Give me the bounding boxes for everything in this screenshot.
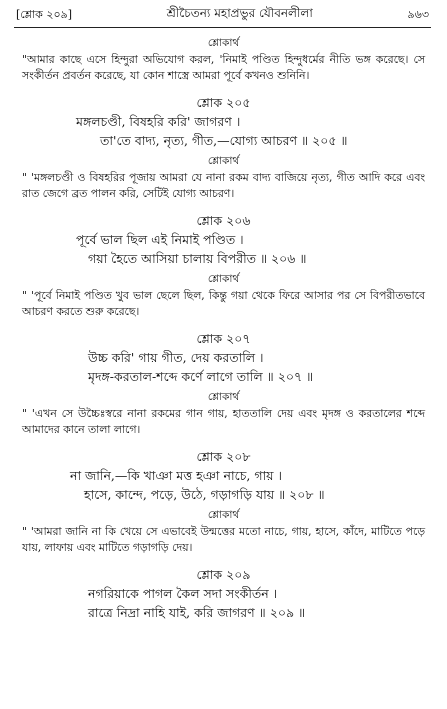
translation-label: শ্লোকার্থ [207,509,240,521]
translation-label: শ্লোকার্থ [207,391,240,403]
verse-line: না জানি,—কি খাঞা মত্ত হঞা নাচে, গায় । [70,468,282,483]
verse-heading: শ্লোক ২০৮ [196,449,251,464]
translation-label: শ্লোকার্থ [207,273,240,285]
header-page-number: ৯৬৩ [407,7,429,21]
verse-line: হাসে, কান্দে, পড়ে, উঠে, গড়াগড়ি যায় ॥ ২০৮ ॥ [84,487,325,502]
verse-heading: শ্লোক ২০৯ [196,567,251,582]
verse-line: মৃদঙ্গ-করতাল-শব্দে কর্ণে লাগে তালি ॥ ২০৭ ॥ [88,369,314,384]
page-content [22,36,425,622]
translation-text: " 'পূর্বে নিমাই পণ্ডিত খুব ভাল ছেলে ছিল, কিন্তু গয়া থেকে ফিরে আসার পর সে বিপরীতভাবে আচরণ করতে শুরু করেছে। [22,289,425,318]
verse-line: রাত্রে নিদ্রা নাহি যাই, করি জাগরণ ॥ ২০৯ ॥ [88,605,306,620]
translation-label: শ্লোকার্থ [207,37,240,49]
translation-text: " 'মঙ্গলচণ্ডী ও বিষহরির পূজায় আমরা যে নানা রকম বাদ্য বাজিয়ে নৃত্য, গীত আদি করে এবং রাত জেগে ব্রত পালন করি, সেটিই যোগ্য আচরণ। [22,171,425,200]
verse-heading: শ্লোক ২০৫ [196,95,251,110]
translation-label: শ্লোকার্থ [207,155,240,167]
verse-line: মঙ্গলচণ্ডী, বিষহরি করি' জাগরণ । [76,114,241,129]
verse-line: তা'তে বাদ্য, নৃত্য, গীত,—যোগ্য আচরণ ॥ ২০৫ ॥ [100,133,348,148]
verse-heading: শ্লোক ২০৬ [196,213,251,228]
verse-line: নগরিয়াকে পাগল কৈল সদা সংকীর্তন । [88,586,278,601]
verse-line: গয়া হৈতে আসিয়া চালায় বিপরীত ॥ ২০৬ ॥ [88,251,307,266]
verse-heading: শ্লোক ২০৭ [196,331,251,346]
header-chapter-title: শ্রীচৈতন্য মহাপ্রভুর যৌবনলীলা [166,6,313,20]
translation-text: "আমার কাছে এসে হিন্দুরা অভিযোগ করল, 'নিমাই পণ্ডিত হিন্দুধর্মের নীতি ভঙ্গ করেছে। সে সংকীর্তন প্রবর্তন করেছে, যা কোন শাস্ত্রে আমরা পূর্বে কখনও শুনিনি। [22,53,425,82]
verse-line: উচ্চ করি' গায় গীত, দেয় করতালি । [88,350,264,365]
page-header [16,4,429,26]
verse-line: পূর্বে ভাল ছিল এই নিমাই পণ্ডিত । [76,232,244,247]
translation-text: " 'এখন সে উচ্চৈঃস্বরে নানা রকমের গান গায়, হাততালি দেয় এবং মৃদঙ্গ ও করতালের শব্দে আমাদের কানে তালা লাগে। [22,407,425,436]
header-verse-ref: [শ্লোক ২০৯] [16,7,73,21]
translation-text: " 'আমরা জানি না কি খেয়ে সে এভাবেই উন্মত্তের মতো নাচে, গায়, হাসে, কাঁদে, মাটিতে পড়ে যায়, লাফায় এবং মাটিতে গড়াগড়ি দেয়। [22,525,425,554]
header-rule [14,27,431,28]
